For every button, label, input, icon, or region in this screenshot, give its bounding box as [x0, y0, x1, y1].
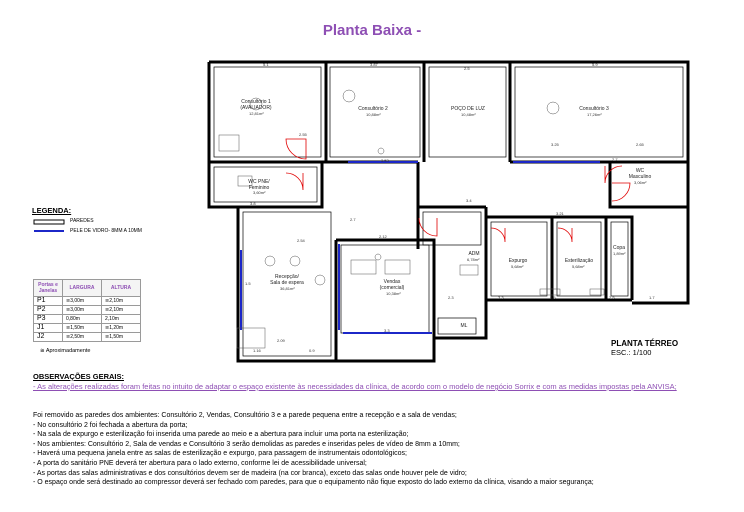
- doors: [286, 139, 630, 242]
- dim: 5.1: [263, 62, 269, 67]
- room-consultorio1-area: 12,81m²: [249, 111, 264, 116]
- dim: 3.87: [370, 62, 378, 67]
- room-recepcao-area: 36,81m²: [280, 286, 295, 291]
- room-recepcao: Recepção/: [275, 274, 299, 280]
- room-wcmasc-sub: Masculino: [628, 174, 652, 180]
- room-copa: Copa: [613, 245, 625, 251]
- dim: 3.4: [466, 198, 472, 203]
- room-expurgo-area: 5,68m²: [511, 264, 524, 269]
- dim: 2.5: [464, 66, 470, 71]
- dim: 1.16: [253, 348, 261, 353]
- dim: 3.25: [551, 142, 559, 147]
- table-row: [34, 306, 141, 315]
- room-wcmasc: WC: [635, 168, 645, 174]
- dim: 0.9: [309, 348, 315, 353]
- table-row: [34, 333, 141, 342]
- dim: 2.09: [277, 338, 285, 343]
- dim: 5.9: [592, 62, 598, 67]
- room-expurgo: Expurgo: [508, 258, 528, 264]
- list-item: - As portas das salas administrativas e dos consultórios devem ser de madeira (na cor branca), exceto das salas onde houver pele de vidro;: [33, 469, 467, 477]
- dim: 2.7: [350, 217, 356, 222]
- table-cell: ≅2,10m: [102, 306, 141, 315]
- dim: 2.7: [612, 157, 618, 162]
- table-cell: ≅3,00m: [63, 306, 102, 315]
- legend-item-glass: PELE DE VIDRO- 8MM A 10MM: [70, 228, 142, 234]
- dim: 2.65: [636, 142, 644, 147]
- room-ml: ML: [460, 323, 468, 329]
- legend-wall-swatch: [34, 220, 64, 224]
- floor-label: PLANTA TÉRREO: [611, 339, 679, 348]
- room-vendas-area: 10,38m²: [386, 291, 401, 296]
- room-wcmasc-area: 3,06m²: [634, 180, 647, 185]
- table-row: [34, 297, 141, 306]
- room-consultorio2: Consultório 2: [358, 106, 388, 112]
- dim: 3.3: [384, 328, 390, 333]
- table-header: LARGURA: [63, 280, 102, 297]
- dim: 2.54: [297, 238, 305, 243]
- table-cell: P2: [34, 306, 63, 315]
- table-cell: P1: [34, 297, 63, 306]
- room-consultorio1: Consultório 1: [241, 99, 271, 105]
- dim: 3.8: [250, 201, 256, 206]
- room-vendas-sub: (comercial): [379, 285, 405, 291]
- room-consultorio1-sub: (AVALIADOR): [240, 105, 272, 111]
- room-wcpne: WC PNE/: [248, 179, 270, 185]
- list-item: - Na sala de expurgo e esterilização foi inserida uma parede ao meio e a abertura para incluir uma porta na esterilização;: [33, 431, 409, 439]
- room-copa-area: 1,89m²: [613, 251, 626, 256]
- room-esterilizacao: Esterilização: [564, 258, 594, 264]
- table-row: [34, 324, 141, 333]
- table-cell: J1: [34, 324, 63, 333]
- room-adm-area: 6,78m²: [467, 257, 480, 262]
- dim: 2.5: [609, 295, 615, 300]
- list-item: - Haverá uma pequena janela entre as salas de esterilização e expurgo, para passagem de instrumentais odontológicos;: [33, 450, 407, 458]
- room-wcpne-sub: Feminino: [248, 185, 270, 191]
- observations-list: [33, 411, 723, 488]
- table-cell: ≅1,20m: [102, 324, 141, 333]
- list-item: Foi removido as paredes dos ambientes: Consultório 2, Vendas, Consultório 3 e a parede pequena entre a recepção e a sala de vendas;: [33, 412, 457, 419]
- observations-heading: OBSERVAÇÕES GERAIS:: [33, 372, 124, 381]
- walls: [209, 62, 688, 361]
- room-recepcao-sub: Sala de espera: [270, 280, 304, 286]
- dim: 1.7: [649, 295, 655, 300]
- dim: 2.12: [379, 234, 387, 239]
- legend-item-walls: PAREDES: [70, 218, 94, 224]
- room-vendas: Vendas: [383, 279, 401, 285]
- dim: 1.5: [245, 281, 251, 286]
- room-adm: ADM: [468, 251, 480, 257]
- room-poco-area: 10,48m²: [461, 112, 476, 117]
- dim: 2.5: [550, 295, 556, 300]
- table-header: ALTURA: [102, 280, 141, 297]
- table-cell: 2,10m: [102, 315, 141, 324]
- room-poco: POÇO DE LUZ: [451, 106, 485, 112]
- list-item: - No consultório 2 foi fechada a abertura da porta;: [33, 421, 188, 429]
- table-cell: P3: [34, 315, 63, 324]
- room-wcpne-area: 3,60m²: [253, 190, 266, 195]
- room-consultorio3-area: 17,26m²: [587, 112, 602, 117]
- dim: 3.21: [556, 211, 564, 216]
- table-cell: ≅2,50m: [63, 333, 102, 342]
- table-cell: J2: [34, 333, 63, 342]
- page-title: Planta Baixa -: [322, 22, 422, 39]
- dim: 2.55: [299, 132, 307, 137]
- table-cell: ≅3,00m: [63, 297, 102, 306]
- legend-swatches: [34, 220, 64, 231]
- table-cell: ≅2,10m: [102, 297, 141, 306]
- dim: 2.3: [448, 295, 454, 300]
- table-row: [34, 315, 141, 324]
- observations-intro: - As alterações realizadas foram feitas no intuito de adaptar o espaço existente às necessidades da clínica, de acordo com o modelo de negócio Sorrix e com as medidas impostas pela ANVISA;: [33, 382, 677, 391]
- glass-walls: [241, 162, 600, 333]
- table-cell: ≅1,50m: [102, 333, 141, 342]
- room-consultorio2-area: 10,88m²: [366, 112, 381, 117]
- list-item: - Nos ambientes: Consultório 2, Sala de vendas e Consultório 3 serão demolidas as paredes e inseridas peles de vídeo de 8mm a 10mm;: [33, 440, 460, 448]
- scale-label: ESC.: 1/100: [611, 348, 652, 357]
- dim: 3.53: [381, 158, 389, 163]
- table-cell: ≅1,50m: [63, 324, 102, 333]
- room-esterilizacao-area: 5,68m²: [572, 264, 585, 269]
- table-footnote: ≅ Aproximadamente: [40, 348, 91, 354]
- room-consultorio3: Consultório 3: [579, 106, 609, 112]
- dim: 3.3: [498, 295, 504, 300]
- list-item: - O espaço onde será destinado ao compressor deverá ser fechado com paredes, para que o equipamento não fique exposto do lado externo da clínica, visando a maior segurança;: [33, 479, 594, 487]
- door-window-table: [33, 279, 141, 342]
- legend-title: LEGENDA:: [32, 206, 72, 215]
- table-cell: 0,80m: [63, 315, 102, 324]
- list-item: - A porta do sanitário PNE deverá ter abertura para o lado externo, conforme lei de acessibilidade universal;: [33, 459, 367, 467]
- table-header: Portas e Janelas: [34, 280, 63, 297]
